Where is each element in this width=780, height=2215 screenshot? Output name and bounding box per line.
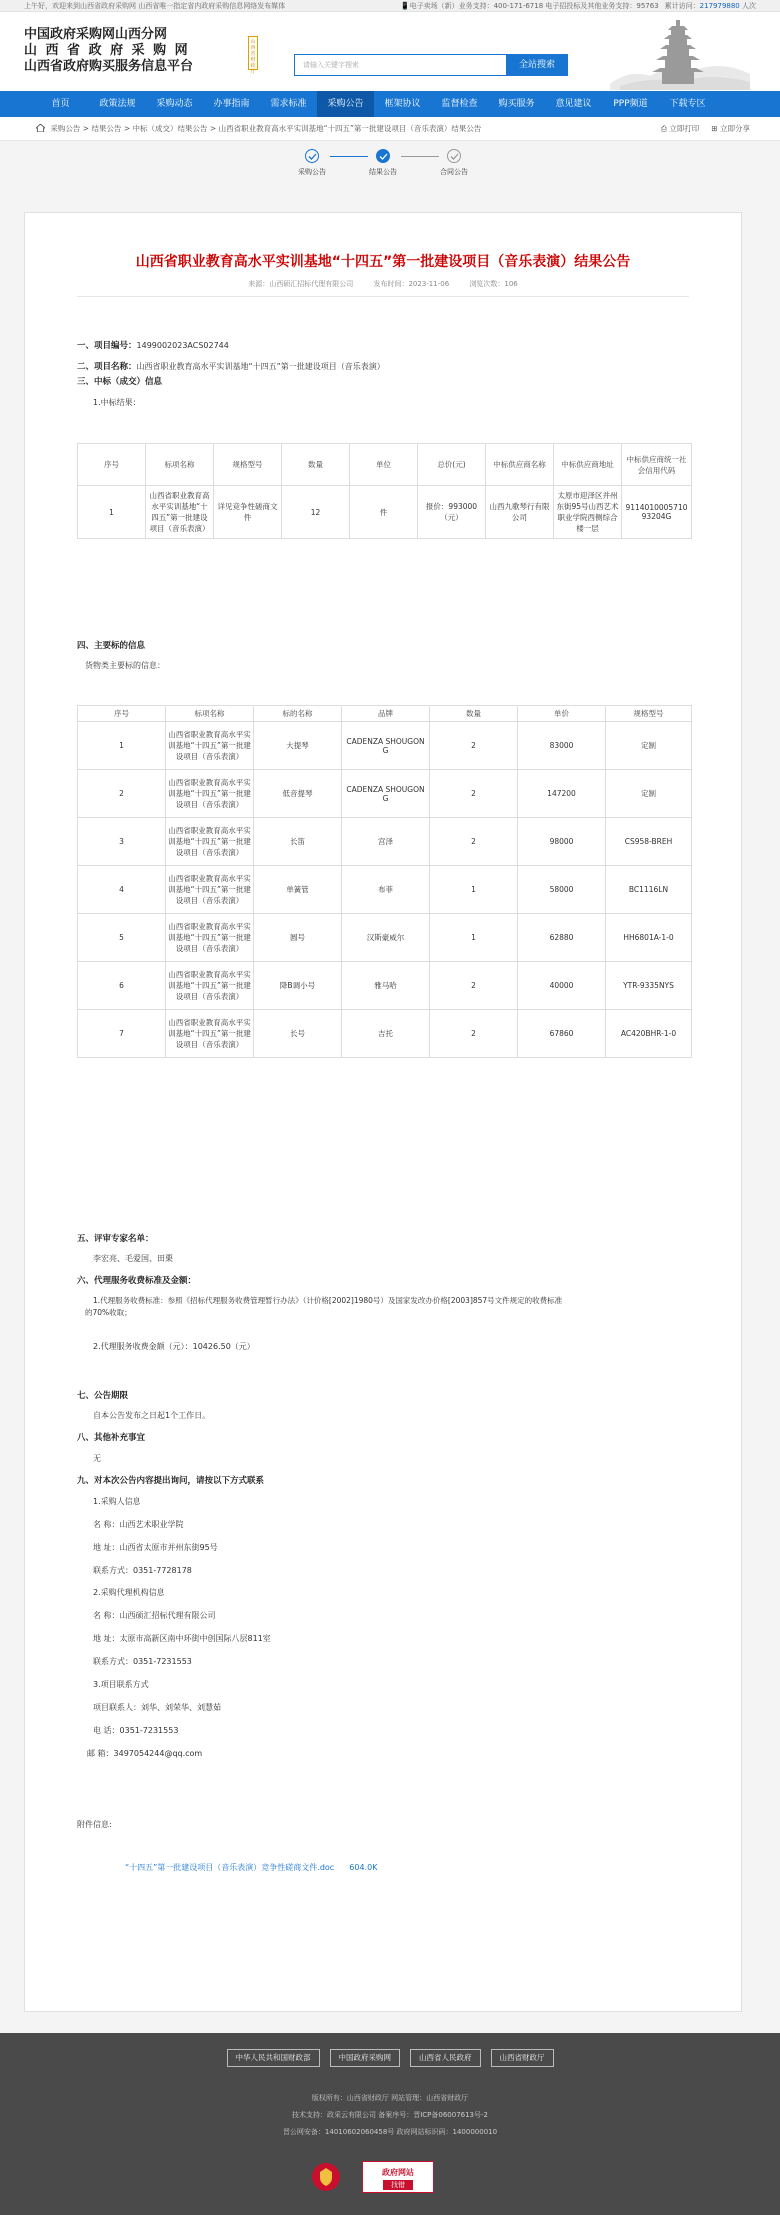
visit-count: 累计访问：217979880 人次 — [664, 2, 756, 10]
check-icon — [376, 149, 390, 163]
announcement-title: 山西省职业教育高水平实训基地“十四五”第一批建设项目（音乐表演）结果公告 — [135, 254, 631, 270]
table-cell: 2 — [430, 818, 518, 866]
table-row — [78, 1010, 692, 1058]
search-button[interactable]: 全站搜索 — [506, 54, 568, 76]
table-cell: CADENZA SHOUGONG — [342, 770, 430, 818]
table-cell: 长号 — [254, 1010, 342, 1058]
agency-heading: 2.采购代理机构信息 — [93, 1588, 165, 1597]
table-cell: YTR-9335NYS — [606, 962, 692, 1010]
section-award-info: 三、中标（成交）信息 — [77, 377, 163, 387]
crumb-current: 山西省职业教育高水平实训基地“十四五”第一批建设项目（音乐表演）结果公告 — [218, 124, 482, 133]
table-cell: AC420BHR-1-0 — [606, 1010, 692, 1058]
footer-link-finance[interactable]: 山西省财政厅 — [491, 2049, 554, 2067]
table-cell: 单簧管 — [254, 866, 342, 914]
table-cell: 定制 — [606, 770, 692, 818]
breadcrumb: 采购公告 > 结果公告 > 中标（成交）结果公告 > 山西省职业教育高水平实训基地“十四五”第一批建设项目（音乐表演）结果公告 ⎙ 立即打印 ⊞ 立即分享 — [0, 117, 780, 141]
table-cell: CADENZA SHOUGONG — [342, 722, 430, 770]
step-contract: 合同公告 — [424, 149, 484, 177]
crumb-award-results[interactable]: 中标（成交）结果公告 — [132, 124, 208, 133]
site-header — [0, 12, 780, 91]
nav-framework[interactable]: 框架协议 — [384, 99, 421, 109]
check-icon — [305, 149, 319, 163]
table-cell: 83000 — [518, 722, 606, 770]
nav-services[interactable]: 购买服务 — [498, 99, 535, 109]
project-contacts: 项目联系人：刘华、刘荣华、刘慧茹 — [93, 1703, 221, 1712]
table-cell: 2 — [78, 770, 166, 818]
pagoda-illustration-icon — [610, 14, 750, 90]
process-steps — [0, 141, 780, 197]
table-row — [78, 962, 692, 1010]
table-cell: 1 — [430, 866, 518, 914]
table-cell: 67860 — [518, 1010, 606, 1058]
page-spacer — [0, 0, 1, 2215]
goods-info-label: 货物类主要标的信息： — [85, 661, 165, 670]
security-line: 晋公网安备：14010602060458号 政府网站标识码：1400000010 — [282, 2128, 498, 2136]
table-cell: 5 — [78, 914, 166, 962]
logo-line-3: 山西省政府购买服务信息平台 — [24, 59, 194, 74]
table-cell: BC1116LN — [606, 866, 692, 914]
table-cell: 山西省职业教育高水平实训基地“十四五”第一批建设项目（音乐表演） — [166, 818, 254, 866]
table-cell: 山西省职业教育高水平实训基地“十四五”第一批建设项目（音乐表演） — [166, 770, 254, 818]
table-cell: 98000 — [518, 818, 606, 866]
section-main-items: 四、主要标的信息 — [77, 641, 146, 651]
attachment-label: 附件信息: — [77, 1820, 112, 1829]
award-table — [77, 443, 692, 539]
section-period: 七、公告期限 — [77, 1391, 129, 1401]
announcement-panel — [24, 212, 742, 2012]
project-email: 邮 箱：3497054244@qq.com — [87, 1749, 203, 1758]
project-phone: 电 话：0351-7231553 — [93, 1726, 179, 1735]
crumb-results[interactable]: 结果公告 — [91, 124, 122, 133]
publish-date: 发布时间：2023-11-06 — [373, 280, 450, 288]
table-cell: 宫泽 — [342, 818, 430, 866]
nav-downloads[interactable]: 下载专区 — [669, 99, 706, 109]
section-other: 八、其他补充事宜 — [77, 1433, 146, 1443]
nav-announcements[interactable]: 采购公告 — [317, 91, 374, 117]
attachment-size: 604.0K — [349, 1863, 378, 1872]
step-procurement: 采购公告 — [282, 149, 342, 177]
search-input[interactable]: 请输入关键字搜索 — [294, 54, 506, 76]
gov-site-badge[interactable]: 政府网站 找错 — [362, 2161, 434, 2193]
nav-policy[interactable]: 政策法规 — [99, 99, 136, 109]
table-cell: 2 — [430, 770, 518, 818]
tech-support-line: 技术支持：政采云有限公司 备案序号：晋ICP备06007613号-2 — [291, 2111, 488, 2119]
agency-address: 地 址：太原市高新区南中环街中创国际八层811室 — [93, 1634, 271, 1643]
table-cell: 降B调小号 — [254, 962, 342, 1010]
fee-standard: 1.代理服务收费标准：参照《招标代理服务收费管理暂行办法》（计价格[2002]1980号）及国家发改办价格[2003]857号文件规定的收费标准 — [93, 1296, 563, 1305]
nav-feedback[interactable]: 意见建议 — [555, 99, 592, 109]
table-cell: HH6801A-1-0 — [606, 914, 692, 962]
site-search — [294, 54, 568, 76]
agency-phone: 联系方式：0351-7231553 — [93, 1657, 192, 1666]
nav-standards[interactable]: 需求标准 — [270, 99, 307, 109]
table-cell: 1 — [430, 914, 518, 962]
top-info-bar — [0, 0, 780, 12]
table-header-row: 序号 标项名称 标的名称 品牌 数量 单价 规格型号 — [78, 706, 692, 722]
table-cell: 定制 — [606, 722, 692, 770]
finance-dept-seal: 山西省财政厅 — [248, 36, 258, 70]
welcome-text: 上午好，欢迎来到山西省政府采购网 山西省唯一指定省内政府采购信息网络发布媒体 — [24, 2, 286, 10]
table-row — [78, 770, 692, 818]
table-row — [78, 914, 692, 962]
project-number: 一、项目编号：1499002023ACS02744 — [77, 341, 229, 351]
table-row — [78, 818, 692, 866]
table-cell: 40000 — [518, 962, 606, 1010]
purchaser-name: 名 称：山西艺术职业学院 — [93, 1520, 184, 1529]
table-cell: 雅马哈 — [342, 962, 430, 1010]
table-cell: 7 — [78, 1010, 166, 1058]
divider — [77, 296, 689, 297]
step-result: 结果公告 — [353, 149, 413, 177]
police-emblem-icon[interactable] — [312, 2163, 340, 2191]
nav-home[interactable]: 首页 — [51, 99, 70, 109]
table-cell: 长笛 — [254, 818, 342, 866]
table-cell: 山西省职业教育高水平实训基地“十四五”第一批建设项目（音乐表演） — [166, 962, 254, 1010]
period-text: 自本公告发布之日起1个工作日。 — [93, 1411, 211, 1420]
table-cell: 汉斯豪威尔 — [342, 914, 430, 962]
table-cell: 2 — [430, 1010, 518, 1058]
view-count: 浏览次数：106 — [469, 280, 518, 288]
logo-line-2: 山 西 省 政 府 采 购 网 — [24, 43, 190, 58]
table-cell: 3 — [78, 818, 166, 866]
award-result-label: 1.中标结果： — [93, 398, 141, 407]
nav-ppp[interactable]: PPP频道 — [613, 99, 648, 109]
site-logo[interactable] — [24, 27, 193, 75]
attachment-link[interactable]: “十四五”第一批建设项目（音乐表演）竞争性磋商文件.doc — [125, 1863, 335, 1872]
footer-link-mof[interactable]: 中华人民共和国财政部 — [227, 2049, 320, 2067]
items-table — [77, 705, 692, 1058]
table-cell: 山西省职业教育高水平实训基地“十四五”第一批建设项目（音乐表演） — [166, 914, 254, 962]
footer-link-ccgp[interactable]: 中国政府采购网 — [330, 2049, 401, 2067]
nav-guide[interactable]: 办事指南 — [213, 99, 250, 109]
table-row — [78, 866, 692, 914]
section-contact: 九、对本次公告内容提出询问，请按以下方式联系 — [77, 1476, 265, 1486]
table-cell: 1 — [78, 722, 166, 770]
table-cell: 2 — [430, 962, 518, 1010]
purchaser-phone: 联系方式：0351-7728178 — [93, 1566, 192, 1575]
share-button[interactable]: ⊞ 立即分享 — [711, 124, 750, 133]
check-icon — [447, 149, 461, 163]
purchaser-heading: 1.采购人信息 — [93, 1497, 141, 1506]
table-cell: 2 — [430, 722, 518, 770]
table-cell: 147200 — [518, 770, 606, 818]
home-icon[interactable] — [36, 124, 45, 132]
table-cell: 低音提琴 — [254, 770, 342, 818]
table-header-row: 序号 标项名称 规格型号 数量 单位 总价(元) 中标供应商名称 中标供应商地址 中标供应商统一社会信用代码 — [78, 444, 692, 486]
other-text: 无 — [93, 1454, 101, 1463]
support-info: 📱电子卖场（新）业务支持：400-171-6718 电子招投标及其他业务支持：95763 — [400, 2, 659, 10]
project-contact-heading: 3.项目联系方式 — [93, 1680, 149, 1689]
attachment-row — [125, 1855, 377, 1874]
fee-amount: 2.代理服务收费金额（元）：10426.50（元） — [93, 1342, 255, 1351]
experts-list: 李宏亮、毛爱国、田栗 — [93, 1254, 173, 1263]
table-cell: 62880 — [518, 914, 606, 962]
announcement-meta — [25, 279, 741, 289]
section-fees: 六、代理服务收费标准及金额： — [77, 1276, 197, 1286]
table-row — [78, 722, 692, 770]
main-nav — [0, 91, 780, 117]
nav-supervision[interactable]: 监督检查 — [441, 99, 478, 109]
table-row: 1 山西省职业教育高水平实训基地“十四五”第一批建设项目（音乐表演） 详见竞争性磋商文件 12 件 报价：993000（元） 山西九歌琴行有限公司 太原市迎泽区并州东街95号山西艺术职业学院西侧综合楼一层 911401000571093204G — [78, 486, 692, 539]
footer-link-shanxi-gov[interactable]: 山西省人民政府 — [410, 2049, 481, 2067]
table-cell: 58000 — [518, 866, 606, 914]
table-cell: 6 — [78, 962, 166, 1010]
logo-line-1: 中国政府采购网山西分网 — [24, 27, 168, 42]
share-icon: ⊞ — [711, 124, 718, 133]
copyright-line: 版权所有：山西省财政厅 网站管理：山西省财政厅 — [311, 2094, 469, 2102]
footer-links — [0, 2049, 780, 2067]
table-cell: 山西省职业教育高水平实训基地“十四五”第一批建设项目（音乐表演） — [166, 1010, 254, 1058]
table-cell: CS958-BREH — [606, 818, 692, 866]
nav-news[interactable]: 采购动态 — [156, 99, 193, 109]
fee-standard-cont: 的70%收取； — [85, 1308, 132, 1317]
site-footer — [0, 2033, 780, 2215]
table-cell: 山西省职业教育高水平实训基地“十四五”第一批建设项目（音乐表演） — [166, 722, 254, 770]
printer-icon: ⎙ — [660, 124, 667, 133]
table-cell: 4 — [78, 866, 166, 914]
table-cell: 大提琴 — [254, 722, 342, 770]
table-cell: 山西省职业教育高水平实训基地“十四五”第一批建设项目（音乐表演） — [166, 866, 254, 914]
table-cell: 布菲 — [342, 866, 430, 914]
table-cell: 圆号 — [254, 914, 342, 962]
source: 来源：山西硕汇招标代理有限公司 — [248, 280, 354, 288]
section-experts: 五、评审专家名单： — [77, 1234, 154, 1244]
crumb-announcements[interactable]: 采购公告 — [50, 124, 81, 133]
project-name: 二、项目名称：山西省职业教育高水平实训基地“十四五”第一批建设项目（音乐表演） — [77, 362, 385, 372]
print-button[interactable]: ⎙ 立即打印 — [660, 124, 700, 133]
purchaser-address: 地 址：山西省太原市并州东街95号 — [93, 1543, 218, 1552]
agency-name: 名 称：山西硕汇招标代理有限公司 — [93, 1611, 216, 1620]
table-cell: 吉托 — [342, 1010, 430, 1058]
